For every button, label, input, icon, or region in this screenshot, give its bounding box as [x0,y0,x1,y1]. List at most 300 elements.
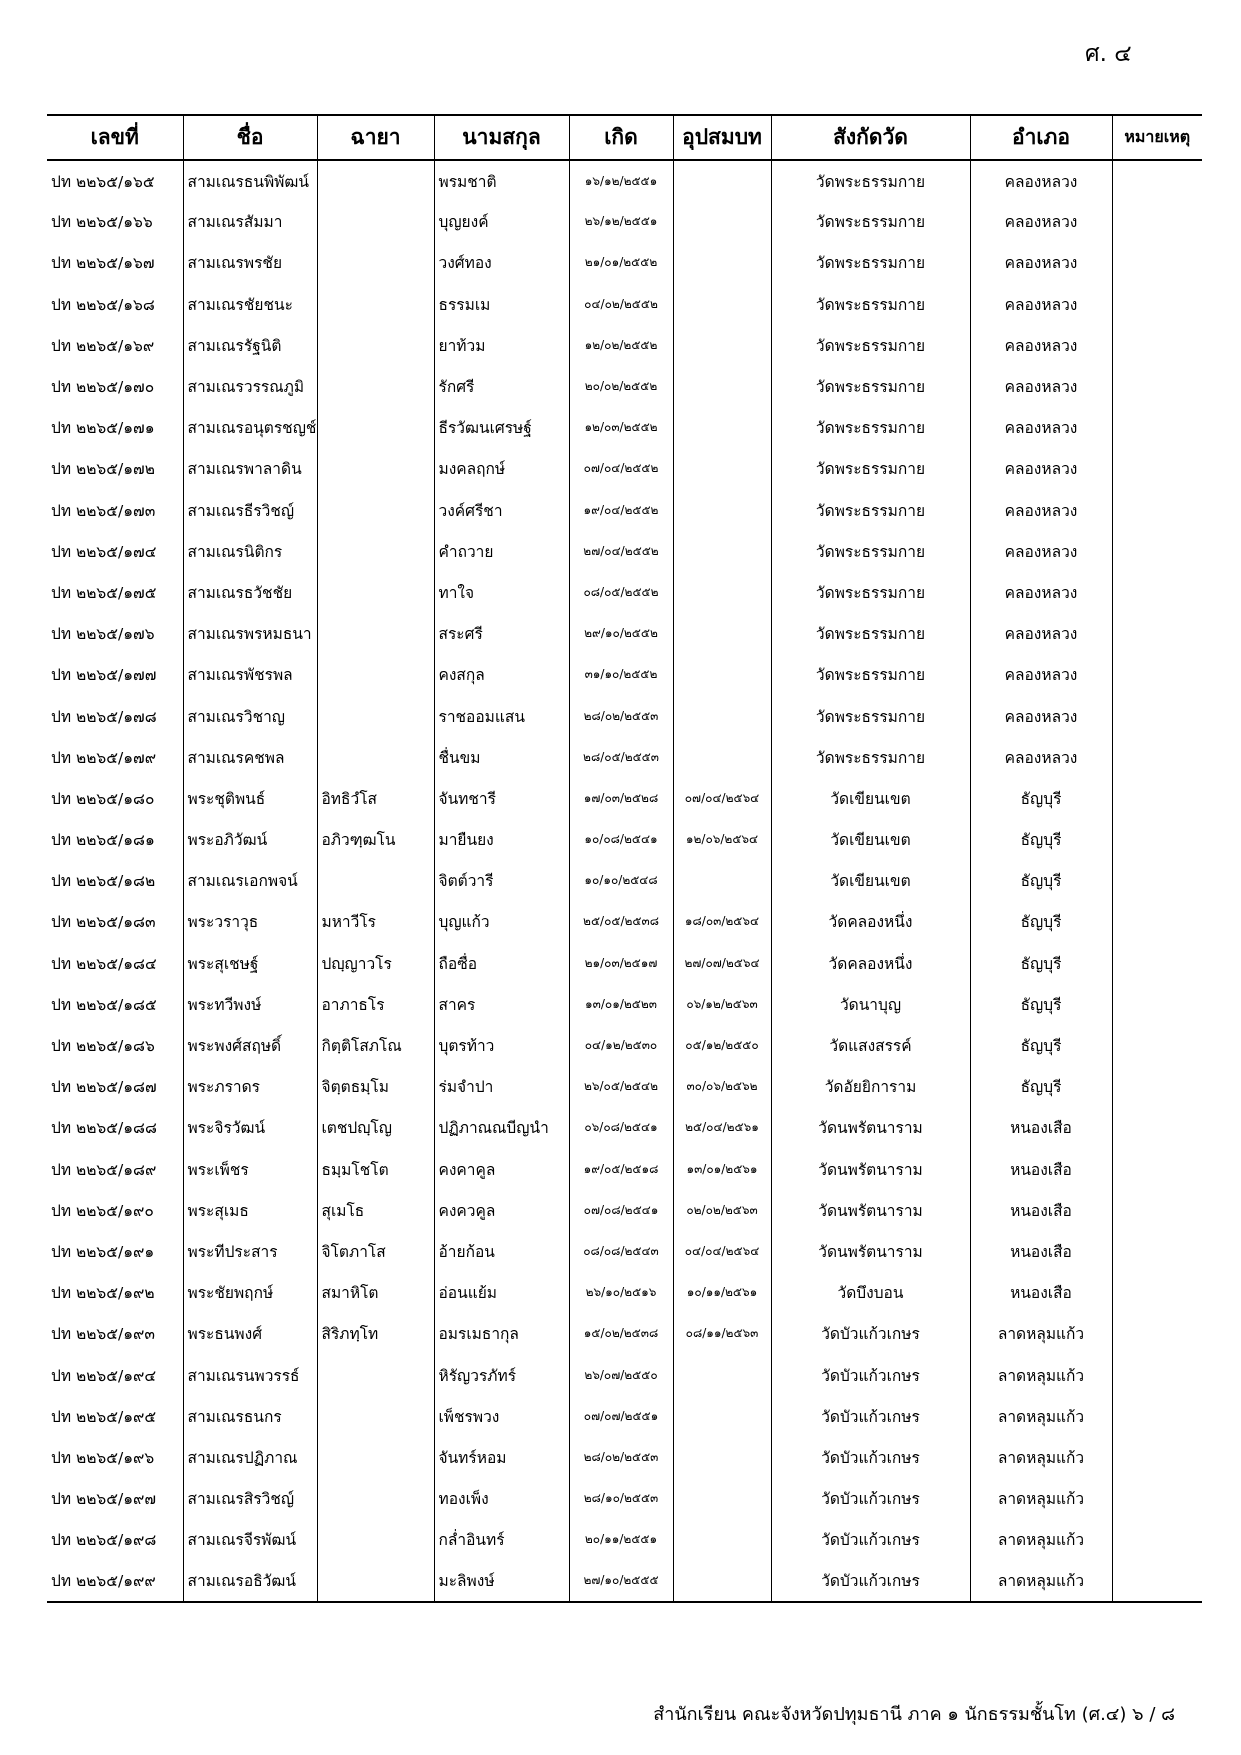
cell-chaya [317,1560,434,1601]
table-row [47,1437,1202,1478]
cell-ordained-date: ๐๘/๑๑/๒๕๖๓ [673,1313,771,1354]
cell-born-date: ๒๖/๑๐/๒๕๑๖ [569,1272,673,1313]
cell-surname: ยาท้วม [434,325,569,366]
cell-born-date: ๐๗/๐๗/๒๕๕๑ [569,1396,673,1437]
cell-number: ปท ๒๒๖๕/๑๘๗ [51,1078,157,1097]
cell-district: คลองหลวง [970,613,1112,654]
cell-note [1112,1396,1202,1437]
cell-born-date: ๒๖/๐๕/๒๕๔๒ [569,1066,673,1107]
cell-number: ปท ๒๒๖๕/๑๖๘ [51,295,155,314]
cell-surname: มายืนยง [434,819,569,860]
cell-district: ลาดหลุมแก้ว [970,1396,1112,1437]
cell-surname: อมรเมธากุล [434,1313,569,1354]
cell-surname: บุญแก้ว [434,901,569,942]
cell-note [1112,613,1202,654]
cell-name: พระทีประสาร [183,1231,317,1272]
cell-number: ปท ๒๒๖๕/๑๘๑ [51,831,155,850]
cell-chaya: เตชปญฺโญ [317,1107,434,1148]
cell-surname: คงควคูล [434,1190,569,1231]
cell-surname: เพ็ชรพวง [434,1396,569,1437]
cell-number: ปท ๒๒๖๕/๑๙๒ [51,1284,155,1303]
cell-chaya [317,695,434,736]
cell-number: ปท ๒๒๖๕/๑๙๖ [51,1448,155,1467]
cell-temple: วัดพระธรรมกาย [771,572,970,613]
cell-note [1112,1437,1202,1478]
cell-born-date: ๒๗/๐๔/๒๕๕๒ [569,531,673,572]
cell-ordained-date: ๑๘/๐๓/๒๕๖๔ [673,901,771,942]
table-row [47,201,1202,242]
cell-ordained-date [673,366,771,407]
cell-district: คลองหลวง [970,572,1112,613]
cell-note [1112,901,1202,942]
cell-ordained-date [673,490,771,531]
cell-number: ปท ๒๒๖๕/๑๘๓ [51,913,156,932]
cell-number: ปท ๒๒๖๕/๑๙๙ [47,1560,183,1601]
cell-number: ปท ๒๒๖๕/๑๗๘ [51,707,157,726]
cell-chaya [317,284,434,325]
cell-born-date: ๒๘/๐๒/๒๕๕๓ [569,1437,673,1478]
cell-temple: วัดพระธรรมกาย [771,448,970,489]
cell-name: พระพงศ์สฤษดิ์ [183,1025,317,1066]
cell-number: ปท ๒๒๖๕/๑๘๕ [51,995,157,1014]
cell-district: ธัญบุรี [970,860,1112,901]
cell-chaya [317,201,434,242]
cell-ordained-date [673,654,771,695]
table-row [47,1149,1202,1190]
cell-chaya [317,366,434,407]
cell-ordained-date [673,531,771,572]
cell-district: หนองเสือ [970,1107,1112,1148]
cell-temple: วัดคลองหนึ่ง [771,901,970,942]
cell-name: สามเณรรัฐนิติ [183,325,317,366]
table-row [47,1396,1202,1437]
cell-chaya: ธมฺมโชโต [317,1149,434,1190]
cell-born-date: ๒๖/๑๒/๒๕๕๑ [569,201,673,242]
cell-number: ปท ๒๒๖๕/๑๘๙ [51,1160,157,1179]
cell-surname: รักศรี [434,366,569,407]
cell-born-date: ๑๖/๑๒/๒๕๕๑ [569,160,673,201]
cell-name: สามเณรพรชัย [183,242,317,283]
cell-chaya [317,613,434,654]
cell-note [1112,407,1202,448]
cell-born-date: ๒๘/๐๕/๒๕๕๓ [569,737,673,778]
cell-number: ปท ๒๒๖๕/๑๙๗ [51,1490,157,1509]
cell-temple: วัดนพรัตนาราม [771,1231,970,1272]
table-row [47,407,1202,448]
cell-number: ปท ๒๒๖๕/๑๗๓ [51,501,156,520]
cell-temple: วัดพระธรรมกาย [771,695,970,736]
cell-note [1112,943,1202,984]
cell-ordained-date [673,1519,771,1560]
cell-district: ลาดหลุมแก้ว [970,1354,1112,1395]
cell-ordained-date [673,201,771,242]
cell-ordained-date: ๐๖/๑๒/๒๕๖๓ [673,984,771,1025]
cell-district: ลาดหลุมแก้ว [970,1313,1112,1354]
cell-district: คลองหลวง [970,695,1112,736]
cell-born-date: ๑๗/๐๓/๒๕๒๘ [569,778,673,819]
cell-district: คลองหลวง [970,284,1112,325]
cell-number: ปท ๒๒๖๕/๑๘๔ [51,954,157,973]
table-row [47,613,1202,654]
cell-district: คลองหลวง [970,448,1112,489]
cell-ordained-date: ๐๒/๐๒/๒๕๖๓ [673,1190,771,1231]
table-row [47,160,1202,201]
cell-temple: วัดพระธรรมกาย [771,366,970,407]
cell-district: ลาดหลุมแก้ว [970,1437,1112,1478]
cell-name: สามเณรจีรพัฒน์ [183,1519,317,1560]
cell-note [1112,695,1202,736]
cell-name: สามเณรธนพิพัฒน์ [183,160,317,201]
cell-note [1112,1190,1202,1231]
cell-temple: วัดนพรัตนาราม [771,1149,970,1190]
table-row [47,984,1202,1025]
cell-surname: จิตต์วารี [434,860,569,901]
cell-note [1112,284,1202,325]
cell-surname: สระศรี [434,613,569,654]
cell-ordained-date: ๓๐/๐๖/๒๕๖๒ [673,1066,771,1107]
cell-temple: วัดบัวแก้วเกษร [771,1354,970,1395]
cell-temple: วัดพระธรรมกาย [771,325,970,366]
cell-ordained-date: ๐๔/๐๔/๒๕๖๔ [673,1231,771,1272]
cell-number: ปท ๒๒๖๕/๑๖๙ [51,336,155,355]
header-district: อำเภอ [970,115,1112,160]
cell-surname: จันทชารี [434,778,569,819]
cell-born-date: ๒๙/๑๐/๒๕๕๒ [569,613,673,654]
cell-number: ปท ๒๒๖๕/๑๙๐ [51,1201,154,1220]
cell-note [1112,737,1202,778]
cell-name: พระภราดร [183,1066,317,1107]
cell-note [1112,572,1202,613]
cell-temple: วัดนาบุญ [771,984,970,1025]
table-row [47,572,1202,613]
cell-note [1112,242,1202,283]
table-row [47,1190,1202,1231]
cell-temple: วัดพระธรรมกาย [771,284,970,325]
cell-ordained-date: ๒๕/๐๔/๒๕๖๑ [673,1107,771,1148]
cell-district: คลองหลวง [970,201,1112,242]
cell-temple: วัดอัยยิการาม [771,1066,970,1107]
cell-temple: วัดบัวแก้วเกษร [771,1313,970,1354]
cell-surname: คำถวาย [434,531,569,572]
cell-number: ปท ๒๒๖๕/๑๖๖ [51,213,153,232]
cell-name: สามเณรชัยชนะ [183,284,317,325]
table-row [47,901,1202,942]
cell-temple: วัดพระธรรมกาย [771,242,970,283]
cell-born-date: ๑๐/๐๘/๒๕๔๑ [569,819,673,860]
header-name: ชื่อ [183,115,317,160]
cell-note [1112,160,1202,201]
cell-surname: ร่มจำปา [434,1066,569,1107]
cell-ordained-date [673,242,771,283]
cell-district: ลาดหลุมแก้ว [970,1519,1112,1560]
cell-temple: วัดบึงบอน [771,1272,970,1313]
cell-district: หนองเสือ [970,1190,1112,1231]
cell-name: สามเณรวิชาญ [183,695,317,736]
cell-temple: วัดเขียนเขต [771,860,970,901]
cell-temple: วัดพระธรรมกาย [771,201,970,242]
cell-note [1112,860,1202,901]
cell-chaya [317,407,434,448]
header-born: เกิด [569,115,673,160]
cell-surname: คงคาคูล [434,1149,569,1190]
cell-note [1112,490,1202,531]
table-row [47,1560,1202,1601]
cell-chaya [317,531,434,572]
cell-temple: วัดพระธรรมกาย [771,737,970,778]
cell-surname: บุตรท้าว [434,1025,569,1066]
cell-ordained-date [673,284,771,325]
cell-born-date: ๐๔/๑๒/๒๕๓๐ [569,1025,673,1066]
cell-name: พระอภิวัฒน์ [183,819,317,860]
cell-chaya: สิริภทฺโท [317,1313,434,1354]
cell-chaya: มหาวีโร [317,901,434,942]
cell-chaya [317,242,434,283]
cell-district: ธัญบุรี [970,901,1112,942]
cell-temple: วัดบัวแก้วเกษร [771,1396,970,1437]
cell-ordained-date [673,695,771,736]
cell-ordained-date [673,1560,771,1601]
cell-name: พระจิรวัฒน์ [183,1107,317,1148]
cell-chaya: อาภาธโร [317,984,434,1025]
cell-ordained-date [673,1396,771,1437]
cell-number: ปท ๒๒๖๕/๑๖๕ [51,172,155,191]
cell-name: สามเณรธนกร [183,1396,317,1437]
cell-number: ปท ๒๒๖๕/๑๗๒ [51,460,155,479]
cell-district: ธัญบุรี [970,1025,1112,1066]
cell-born-date: ๒๗/๑๐/๒๕๕๕ [569,1560,673,1601]
cell-number: ปท ๒๒๖๕/๑๙๘ [51,1531,157,1550]
cell-born-date: ๐๖/๐๘/๒๕๔๑ [569,1107,673,1148]
cell-note [1112,1025,1202,1066]
cell-ordained-date: ๑๓/๐๑/๒๕๖๑ [673,1149,771,1190]
cell-district: หนองเสือ [970,1231,1112,1272]
cell-surname: คงสกุล [434,654,569,695]
cell-surname: บุญยงค์ [434,201,569,242]
cell-surname: มงคลฤกษ์ [434,448,569,489]
cell-surname: ปฏิภาณณบีญนำ [434,1107,569,1148]
cell-born-date: ๒๑/๐๑/๒๕๕๒ [569,242,673,283]
cell-ordained-date [673,613,771,654]
cell-note [1112,325,1202,366]
cell-surname: มะลิพงษ์ [434,1560,569,1601]
cell-name: สามเณรธวัชชัย [183,572,317,613]
header-ordained: อุปสมบท [673,115,771,160]
cell-note [1112,1231,1202,1272]
cell-number: ปท ๒๒๖๕/๑๘๖ [51,1037,155,1056]
cell-surname: ถือซื่อ [434,943,569,984]
cell-chaya [317,325,434,366]
table-row [47,819,1202,860]
cell-ordained-date [673,1437,771,1478]
cell-temple: วัดพระธรรมกาย [771,490,970,531]
cell-born-date: ๐๔/๐๒/๒๕๕๒ [569,284,673,325]
cell-name: พระสุเชษฐ์ [183,943,317,984]
cell-number: ปท ๒๒๖๕/๑๘๒ [51,872,156,891]
cell-district: คลองหลวง [970,325,1112,366]
cell-name: สามเณรนพวรรธ์ [183,1354,317,1395]
table-row [47,490,1202,531]
cell-born-date: ๒๕/๐๕/๒๕๓๘ [569,901,673,942]
table-row [47,737,1202,778]
cell-temple: วัดบัวแก้วเกษร [771,1519,970,1560]
cell-surname: ทองเพ็ง [434,1478,569,1519]
cell-district: คลองหลวง [970,654,1112,695]
cell-chaya [317,654,434,695]
cell-surname: ธรรมเม [434,284,569,325]
cell-ordained-date: ๒๗/๐๗/๒๕๖๔ [673,943,771,984]
cell-district: หนองเสือ [970,1272,1112,1313]
cell-ordained-date [673,572,771,613]
table-row [47,1107,1202,1148]
cell-chaya: สมาหิโต [317,1272,434,1313]
cell-note [1112,778,1202,819]
cell-number: ปท ๒๒๖๕/๑๗๗ [51,666,157,685]
cell-born-date: ๒๐/๐๒/๒๕๕๒ [569,366,673,407]
cell-ordained-date [673,1478,771,1519]
cell-ordained-date: ๐๗/๐๔/๒๕๖๔ [673,778,771,819]
cell-surname: ทาใจ [434,572,569,613]
table-header-row [47,115,1202,160]
cell-note [1112,654,1202,695]
cell-number: ปท ๒๒๖๕/๑๙๑ [51,1242,155,1261]
cell-born-date: ๑๙/๐๔/๒๕๕๒ [569,490,673,531]
cell-temple: วัดพระธรรมกาย [771,613,970,654]
cell-name: สามเณรสัมมา [183,201,317,242]
cell-temple: วัดพระธรรมกาย [771,531,970,572]
cell-number: ปท ๒๒๖๕/๑๗๕ [51,583,157,602]
cell-district: คลองหลวง [970,407,1112,448]
cell-district: คลองหลวง [970,531,1112,572]
cell-name: พระธนพงศ์ [183,1313,317,1354]
cell-temple: วัดนพรัตนาราม [771,1190,970,1231]
cell-district: ธัญบุรี [970,1066,1112,1107]
cell-chaya [317,737,434,778]
cell-temple: วัดแสงสรรค์ [771,1025,970,1066]
cell-chaya [317,1478,434,1519]
cell-surname: พรมชาติ [434,160,569,201]
cell-temple: วัดพระธรรมกาย [771,160,970,201]
cell-chaya [317,860,434,901]
header-surname: นามสกุล [434,115,569,160]
table-row [47,1478,1202,1519]
table-row [47,943,1202,984]
table-row [47,1025,1202,1066]
cell-chaya [317,1354,434,1395]
cell-chaya: อิทธิวํโส [317,778,434,819]
cell-name: สามเณรสิรวิชญ์ [183,1478,317,1519]
cell-born-date: ๐๗/๐๔/๒๕๕๒ [569,448,673,489]
cell-ordained-date [673,860,771,901]
cell-note [1112,448,1202,489]
cell-born-date: ๒๘/๑๐/๒๕๕๓ [569,1478,673,1519]
cell-note [1112,984,1202,1025]
cell-temple: วัดนพรัตนาราม [771,1107,970,1148]
cell-surname: กล่ำอินทร์ [434,1519,569,1560]
cell-temple: วัดพระธรรมกาย [771,407,970,448]
cell-name: พระเพ็ชร [183,1149,317,1190]
table-row [47,1231,1202,1272]
cell-chaya [317,1396,434,1437]
table-body [47,160,1202,1602]
cell-note [1112,819,1202,860]
cell-name: สามเณรพาลาดิน [183,448,317,489]
cell-ordained-date [673,325,771,366]
cell-name: พระสุเมธ [183,1190,317,1231]
cell-district: ลาดหลุมแก้ว [970,1560,1112,1601]
cell-name: พระทวีพงษ์ [183,984,317,1025]
table-row [47,1519,1202,1560]
cell-note [1112,1560,1202,1601]
cell-name: สามเณรอธิวัฒน์ [183,1560,317,1601]
table-row [47,284,1202,325]
header-chaya: ฉายา [317,115,434,160]
cell-number: ปท ๒๒๖๕/๑๗๔ [51,542,157,561]
cell-surname: จันทร์หอม [434,1437,569,1478]
cell-born-date: ๒๖/๐๗/๒๕๕๐ [569,1354,673,1395]
cell-ordained-date: ๑๐/๑๑/๒๕๖๑ [673,1272,771,1313]
cell-chaya: ปญฺญาวโร [317,943,434,984]
cell-ordained-date [673,1354,771,1395]
cell-number: ปท ๒๒๖๕/๑๙๓ [51,1325,155,1344]
cell-note [1112,1107,1202,1148]
cell-surname: ธีรวัฒนเศรษฐ์ [434,407,569,448]
cell-name: สามเณรอนุตรชญช์ [183,407,317,448]
cell-ordained-date [673,407,771,448]
table-row [47,778,1202,819]
table-row [47,325,1202,366]
cell-district: คลองหลวง [970,160,1112,201]
table-row [47,654,1202,695]
cell-temple: วัดบัวแก้วเกษร [771,1437,970,1478]
cell-born-date: ๑๐/๑๐/๒๕๔๘ [569,860,673,901]
cell-chaya [317,490,434,531]
cell-ordained-date: ๐๕/๑๒/๒๕๕๐ [673,1025,771,1066]
cell-surname: ชื่นขม [434,737,569,778]
cell-born-date: ๑๙/๐๕/๒๕๑๘ [569,1149,673,1190]
cell-name: สามเณรพัชรพล [183,654,317,695]
cell-born-date: ๒๐/๑๑/๒๕๕๑ [569,1519,673,1560]
cell-born-date: ๐๘/๐๘/๒๕๔๓ [569,1231,673,1272]
cell-born-date: ๐๗/๐๘/๒๕๔๑ [569,1190,673,1231]
cell-note [1112,1354,1202,1395]
cell-district: คลองหลวง [970,242,1112,283]
cell-born-date: ๒๑/๐๓/๒๕๑๗ [569,943,673,984]
table-row [47,1066,1202,1107]
cell-number: ปท ๒๒๖๕/๑๗๑ [51,419,155,438]
cell-chaya [317,448,434,489]
cell-number: ปท ๒๒๖๕/๑๗๐ [51,378,155,397]
cell-surname: อ้ายก้อน [434,1231,569,1272]
cell-note [1112,1149,1202,1190]
cell-born-date: ๐๘/๐๕/๒๕๕๒ [569,572,673,613]
cell-note [1112,1519,1202,1560]
table-row [47,366,1202,407]
cell-surname: ราชออมแสน [434,695,569,736]
cell-note [1112,1272,1202,1313]
candidate-table [47,114,1202,1603]
cell-chaya [317,160,434,201]
cell-number: ปท ๒๒๖๕/๑๙๕ [51,1407,157,1426]
cell-chaya [317,1519,434,1560]
cell-surname: อ่อนแย้ม [434,1272,569,1313]
cell-chaya: อภิวฑฺฒโน [317,819,434,860]
table-row [47,448,1202,489]
cell-name: พระชุติพนธ์ [183,778,317,819]
cell-temple: วัดเขียนเขต [771,819,970,860]
cell-temple: วัดเขียนเขต [771,778,970,819]
cell-born-date: ๑๕/๐๒/๒๕๓๘ [569,1313,673,1354]
cell-number: ปท ๒๒๖๕/๑๖๗ [51,254,155,273]
